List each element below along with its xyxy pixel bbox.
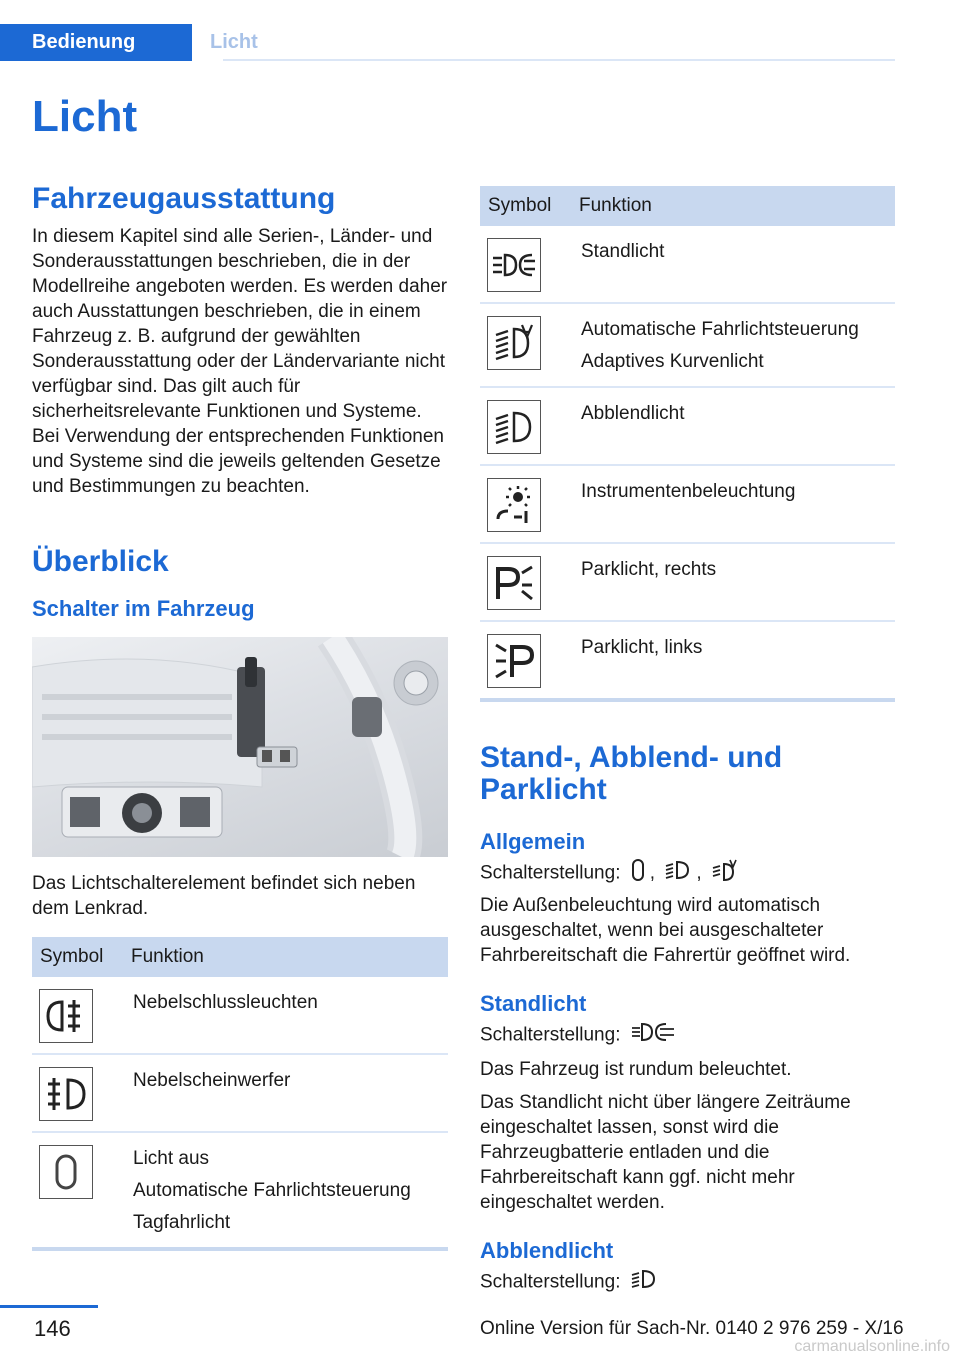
- section-title-fahrzeugausstattung: Fahrzeugausstattung: [32, 182, 336, 215]
- parking-lights-icon: [630, 1020, 676, 1051]
- watermark: carmanualsonline.info: [794, 1338, 950, 1355]
- tab-licht[interactable]: Licht: [210, 31, 258, 53]
- front-fog-light-icon: [39, 1067, 93, 1121]
- col-header-symbol: Symbol: [32, 937, 123, 977]
- table-row: [32, 1054, 448, 1132]
- function-text: Abblendlicht: [581, 403, 685, 424]
- table-row: [480, 303, 895, 387]
- tab-bedienung[interactable]: Bedienung: [0, 24, 192, 61]
- standlicht-paragraph-2: Das Standlicht nicht über längere Zeiträume eingeschaltet lassen, sonst wird die Fahrzeugbatterie entladen und die Fahrbereitschaft kann ggf. nicht mehr eingeschaltet werden.: [480, 1092, 851, 1213]
- function-text: Automatische Fahrlichtsteuerung: [581, 319, 859, 340]
- page-number: 146: [34, 1316, 71, 1341]
- function-text: Licht aus: [133, 1148, 210, 1169]
- switch-label: Schalterstellung:: [480, 862, 621, 884]
- standlicht-switch-line: [480, 1020, 895, 1051]
- low-beam-icon: [630, 1267, 658, 1298]
- table-header-row: [32, 937, 448, 977]
- subsection-title-standlicht: Standlicht: [480, 991, 587, 1016]
- intro-paragraph: In diesem Kapitel sind alle Serien-, Länder- und Sonderausstattungen beschrieben, die in der Modellreihe angeboten werden. Es werden daher auch Ausstattungen beschrieben, die in einem Fahrzeug z. B. aufgrund der gewählten Sonderausstattung oder der Ländervariante nicht verfügbar sind. Das gilt auch für sicherheitsrelevante Funktionen und Systeme. Bei Verwendung der entsprechenden Funktionen und Systeme sind die jeweils geltenden Gesetze und Bestimmungen zu beachten.: [32, 226, 448, 497]
- table-header-row: [480, 186, 895, 226]
- section-title-standlicht-abblendlicht: Stand-, Abblend- und Parklicht: [480, 741, 783, 806]
- parking-light-right-icon: [487, 556, 541, 610]
- footer-accent-line: [0, 1305, 98, 1308]
- table-row: [480, 543, 895, 621]
- function-text: Nebelschlussleuchten: [133, 992, 318, 1013]
- parking-lights-icon: [487, 238, 541, 292]
- photo-caption: Das Lichtschalterelement befindet sich neben dem Lenkrad.: [32, 873, 416, 919]
- separator: ,: [649, 862, 656, 884]
- subsection-title-abblendlicht: Abblendlicht: [480, 1238, 614, 1263]
- standlicht-paragraph-1: Das Fahrzeug ist rundum beleuchtet.: [480, 1059, 792, 1080]
- auto-headlight-icon: [711, 858, 739, 889]
- table-row: [480, 387, 895, 465]
- left-symbol-table: [32, 937, 448, 1251]
- switch-label: Schalterstellung:: [480, 1024, 621, 1046]
- low-beam-icon: [487, 400, 541, 454]
- right-column: [480, 186, 895, 1298]
- online-version-text: Online Version für Sach-Nr. 0140 2 976 259 - X/16: [480, 1318, 904, 1339]
- function-text: Tagfahrlicht: [133, 1212, 231, 1233]
- dashboard-illustration: [32, 637, 448, 857]
- col-header-function: Funktion: [571, 186, 895, 226]
- subsection-title-schalter: Schalter im Fahrzeug: [32, 596, 255, 621]
- light-switch-photo: [32, 637, 448, 857]
- page-title: Licht: [32, 92, 138, 141]
- lights-off-icon: [630, 858, 646, 889]
- auto-headlight-icon: [487, 316, 541, 370]
- col-header-function: Funktion: [123, 937, 448, 977]
- general-switch-line: [480, 858, 895, 889]
- header-divider: [223, 59, 895, 61]
- table-row: [480, 226, 895, 303]
- parking-light-left-icon: [487, 634, 541, 688]
- header-tabs: [0, 24, 274, 61]
- table-row: [32, 1132, 448, 1249]
- general-paragraph: Die Außenbeleuchtung wird automatisch ausgeschaltet, wenn bei ausgeschalteter Fahrbereitschaft die Fahrertür geöffnet wird.: [480, 895, 851, 966]
- function-text: Standlicht: [581, 241, 665, 262]
- table-row: [480, 465, 895, 543]
- abblend-switch-line: [480, 1267, 895, 1298]
- lights-off-icon: [39, 1145, 93, 1199]
- left-column: [32, 180, 448, 1251]
- separator: ,: [696, 862, 702, 884]
- function-text: Automatische Fahrlichtsteuerung: [133, 1180, 411, 1201]
- rear-fog-light-icon: [39, 989, 93, 1043]
- subsection-title-allgemein: Allgemein: [480, 829, 586, 854]
- instrument-lighting-icon: [487, 478, 541, 532]
- function-text: Adaptives Kurvenlicht: [581, 351, 764, 372]
- section-title-ueberblick: Überblick: [32, 545, 169, 578]
- switch-label: Schalterstellung:: [480, 1271, 621, 1293]
- function-text: Parklicht, rechts: [581, 559, 717, 580]
- table-row: [480, 621, 895, 700]
- function-text: Parklicht, links: [581, 637, 703, 658]
- table-row: [32, 977, 448, 1054]
- function-text: Instrumentenbeleuchtung: [581, 481, 796, 502]
- function-text: Nebelscheinwerfer: [133, 1070, 291, 1091]
- low-beam-icon: [664, 858, 692, 889]
- col-header-symbol: Symbol: [480, 186, 571, 226]
- right-symbol-table: [480, 186, 895, 702]
